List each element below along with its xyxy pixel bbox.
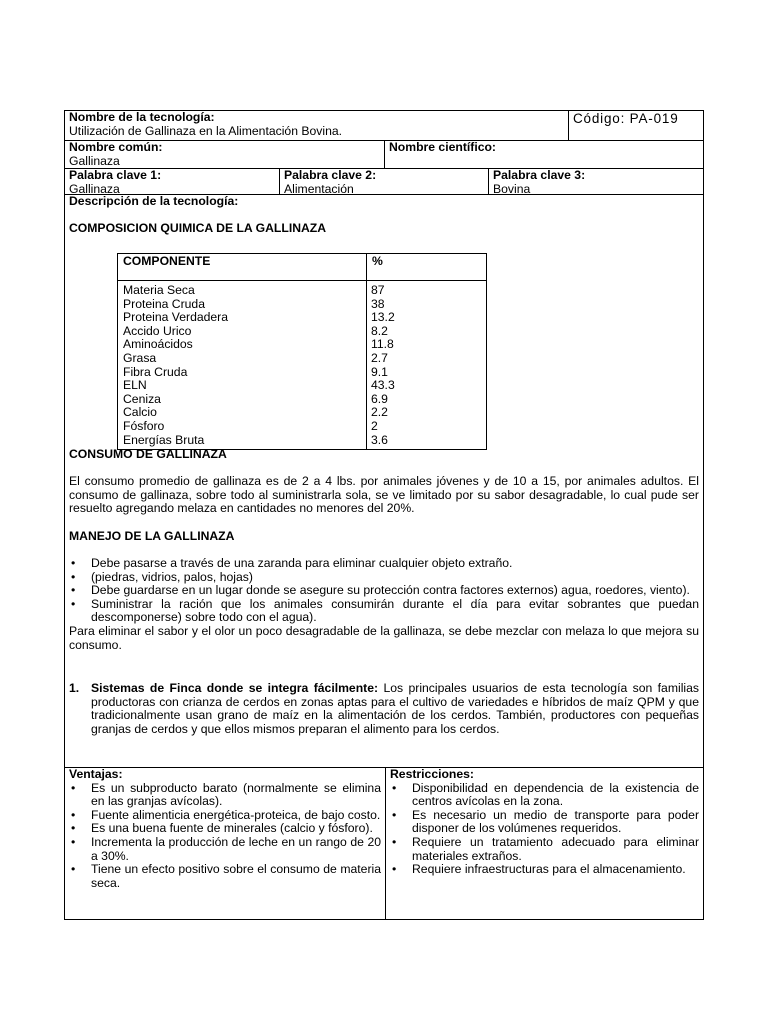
technology-sheet [64, 110, 704, 920]
bullet-icon: • [392, 834, 397, 849]
common-name-value: Gallinaza [69, 153, 120, 168]
component-percent: 2.7 [371, 350, 388, 365]
ventajas-column [65, 768, 385, 919]
bullet-icon: • [71, 821, 76, 836]
composition-table-header [118, 254, 486, 281]
composition-title: COMPOSICION QUIMICA DE LA GALLINAZA [69, 221, 327, 235]
component-percent: 2.2 [371, 405, 388, 420]
scientific-name-cell [384, 141, 703, 168]
common-name-cell [65, 141, 384, 168]
bullet-icon: • [71, 556, 76, 570]
list-item: • Requiere un tratamiento adecuado para eliminar materiales extraños. [392, 834, 699, 863]
component-column-header: COMPONENTE [123, 254, 211, 268]
component-name: Materia Seca [123, 283, 195, 297]
component-name: ELN [123, 378, 147, 393]
component-percent: 11.8 [371, 337, 394, 352]
keyword-2-cell [279, 169, 488, 194]
table-row [118, 434, 486, 448]
table-row [118, 311, 486, 325]
bullet-icon: • [392, 862, 397, 877]
bullet-icon: • [392, 780, 397, 795]
composition-table-body [118, 281, 486, 449]
common-name-label: Nombre común: [69, 140, 163, 154]
restricciones-title: Restricciones: [390, 767, 474, 781]
consumo-title: CONSUMO DE GALLINAZA [69, 447, 227, 461]
manejo-list [69, 557, 699, 652]
bullet-icon: • [392, 807, 397, 822]
header-row-keywords [65, 169, 703, 195]
list-item: • Incrementa la producción de leche en un rango de 20 a 30%. [71, 834, 381, 863]
description-section [65, 195, 703, 770]
ventajas-restricciones-section [65, 767, 703, 919]
component-name: Proteina Cruda [123, 296, 205, 311]
list-item: • Debe guardarse en un lugar donde se asegure su protección contra factores externos) agua, roedores, viento). [71, 583, 690, 598]
component-name: Calcio [123, 405, 157, 420]
component-name: Energías Bruta [123, 432, 205, 447]
list-item: • Disponibilidad en dependencia de la existencia de centros avícolas en la zona. [392, 780, 699, 809]
bullet-icon: • [71, 834, 76, 849]
component-percent: 2 [371, 418, 378, 433]
list-item: • Tiene un efecto positivo sobre el consumo de materia seca. [71, 862, 381, 890]
list-item: • (piedras, vidrios, palos, hojas) [71, 569, 253, 584]
list-item: • Es necesario un medio de transporte para poder disponer de los volúmenes requeridos. [392, 807, 699, 836]
technology-name-value: Utilización de Gallinaza en la Alimentación Bovina. [69, 123, 343, 138]
keyword-2-label: Palabra clave 2: [284, 168, 377, 182]
list-item: • Debe pasarse a través de una zaranda para eliminar cualquier objeto extraño. [71, 556, 513, 570]
scientific-name-label: Nombre científico: [389, 140, 496, 154]
table-row [118, 393, 486, 407]
percent-column-header: % [372, 254, 383, 268]
sistemas-number: 1. [69, 681, 80, 695]
list-item: • Fuente alimenticia energética-proteica, de bajo costo. [71, 807, 381, 822]
table-row [118, 352, 486, 366]
table-row [118, 338, 486, 352]
component-percent: 13.2 [371, 310, 395, 325]
technology-name-cell [65, 111, 568, 140]
keyword-1-label: Palabra clave 1: [69, 168, 162, 182]
manejo-closing-text: Para eliminar el sabor y el olor un poco desagradable de la gallinaza, se debe mezclar con melaza lo que mejora su consumo. [69, 623, 699, 652]
description-label: Descripción de la tecnología: [69, 194, 239, 208]
bullet-icon: • [71, 807, 76, 822]
bullet-icon: • [71, 780, 76, 795]
composition-table [117, 253, 487, 450]
sistemas-label: Sistemas de Finca donde se integra fácilmente: [91, 681, 379, 695]
table-row [118, 298, 486, 312]
list-item: • Requiere infraestructuras para el almacenamiento. [392, 862, 686, 877]
component-percent: 3.6 [371, 432, 388, 447]
bullet-icon: • [71, 583, 76, 598]
component-name: Proteina Verdadera [123, 310, 229, 325]
component-percent: 87 [371, 283, 385, 297]
list-item: • Suministrar la ración que los animales consumirán durante el día para evitar sobrantes que puedan descomponerse) sobre todo con el agua). [71, 596, 699, 625]
component-name: Aminoácidos [123, 337, 193, 352]
ventajas-title: Ventajas: [69, 767, 123, 781]
component-name: Ceniza [123, 391, 161, 406]
keyword-3-value: Bovina [493, 181, 531, 196]
component-name: Fibra Cruda [123, 364, 188, 379]
sistemas-text: Los principales usuarios de esta tecnología son familias productoras con crianza de cerdos en zonas aptas para el cultivo de variedades e híbridos de maíz QPM y que tradicionalmente usan grano de maíz en la alimentación de los cerdos. También, productores con pequeñas granjas de cerdos y que ellos mismos preparan el alimento para los cerdos. [91, 681, 699, 736]
component-percent: 43.3 [371, 378, 395, 393]
keyword-2-value: Alimentación [284, 181, 354, 196]
restricciones-column [385, 768, 703, 919]
component-percent: 9.1 [371, 364, 388, 379]
manejo-title: MANEJO DE LA GALLINAZA [69, 529, 235, 543]
bullet-icon: • [71, 596, 76, 611]
component-percent: 6.9 [371, 391, 388, 406]
bullet-icon: • [71, 862, 76, 877]
keyword-1-value: Gallinaza [69, 181, 120, 196]
sistemas-paragraph [69, 682, 699, 736]
consumo-text: El consumo promedio de gallinaza es de 2 a 4 lbs. por animales jóvenes y de 10 a 15, por animales adultos. El consumo de gallinaza, sobre todo al suministrarla sola, se ve limitado por su sabor desagradable, lo cual pude ser resuelto agregando melaza en cantidades no menores del 20%. [69, 474, 699, 516]
header-row-technology [65, 111, 703, 141]
component-name: Grasa [123, 350, 157, 365]
technology-name-label: Nombre de la tecnología: [69, 110, 215, 124]
keyword-3-label: Palabra clave 3: [493, 168, 586, 182]
keyword-3-cell [488, 169, 703, 194]
table-row [118, 406, 486, 420]
bullet-icon: • [71, 569, 76, 584]
list-item: • Es un subproducto barato (normalmente se elimina en las granjas avícolas). [71, 780, 381, 809]
table-row [118, 366, 486, 380]
component-percent: 38 [371, 296, 385, 311]
code-cell: Código: PA-019 [568, 111, 703, 140]
component-percent: 8.2 [371, 323, 388, 338]
table-row [118, 420, 486, 434]
list-item: • Es una buena fuente de minerales (calcio y fósforo). [71, 821, 373, 836]
component-name: Accido Urico [123, 323, 192, 338]
keyword-1-cell [65, 169, 279, 194]
table-row [118, 379, 486, 393]
table-row [118, 284, 486, 298]
component-name: Fósforo [123, 418, 165, 433]
header-row-names [65, 141, 703, 169]
table-row [118, 325, 486, 339]
